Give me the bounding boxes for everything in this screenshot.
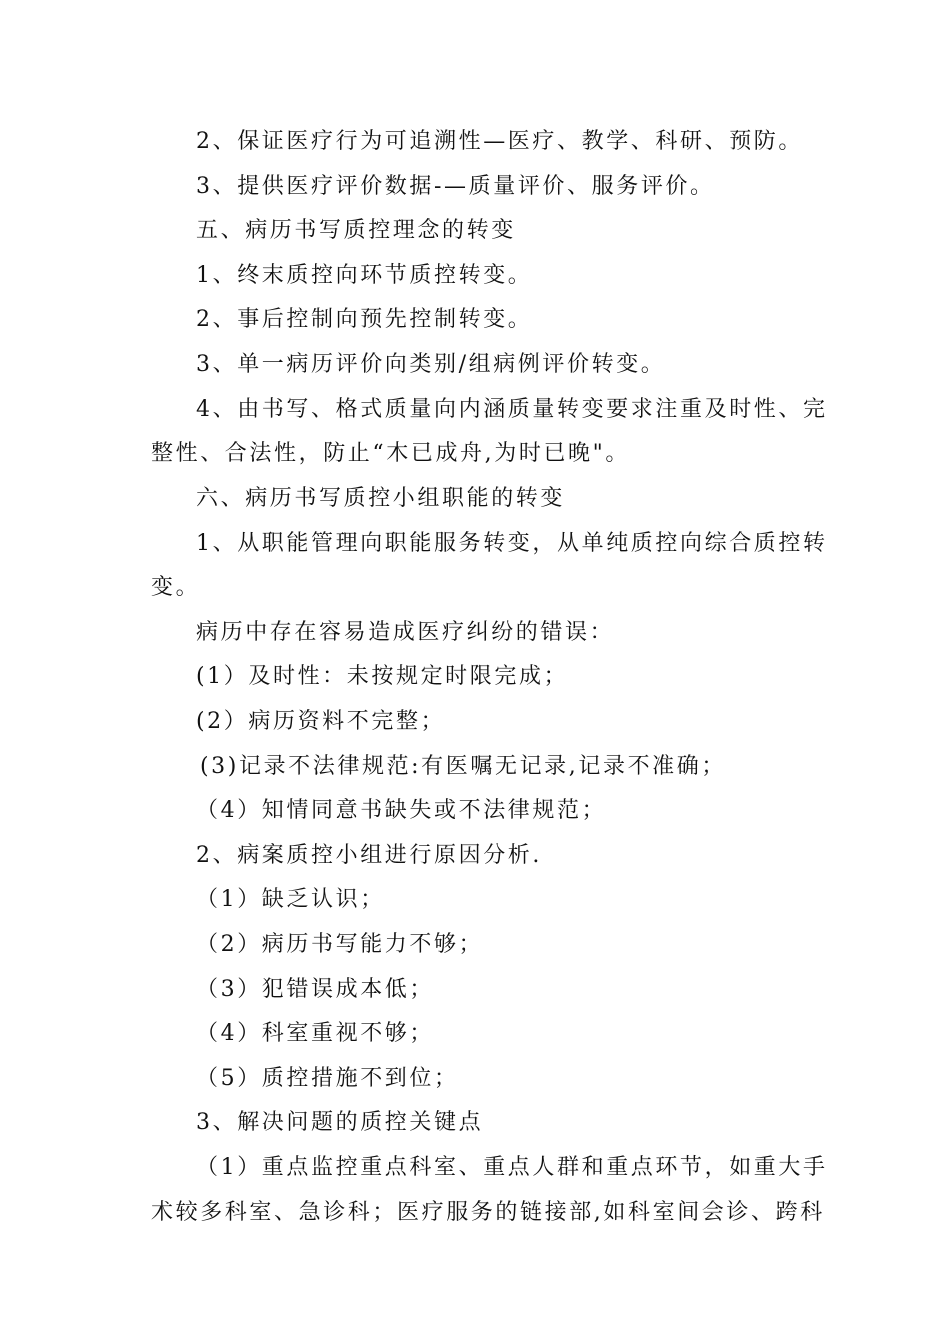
list-item: （1）重点监控重点科室、重点人群和重点环节，如重大手 <box>196 1155 828 1180</box>
text-line: 变。 <box>151 575 201 600</box>
text-line: 3、提供医疗评价数据-—质量评价、服务评价。 <box>196 174 715 199</box>
section-heading: 六、病历书写质控小组职能的转变 <box>196 486 566 511</box>
text-line: 整性、合法性，防止“木已成舟,为时已晚"。 <box>151 441 630 466</box>
text-line: 术较多科室、急诊科；医疗服务的链接部,如科室间会诊、跨科 <box>151 1200 825 1225</box>
list-item: (2）病历资料不完整； <box>196 709 446 734</box>
section-heading: 五、病历书写质控理念的转变 <box>196 218 516 243</box>
list-item: （3）犯错误成本低； <box>196 977 434 1002</box>
text-line: 4、由书写、格式质量向内涵质量转变要求注重及时性、完 <box>196 397 828 422</box>
text-line: 病历中存在容易造成医疗纠纷的错误： <box>196 620 615 645</box>
text-line: 2、保证医疗行为可追溯性—医疗、教学、科研、预防。 <box>196 129 803 154</box>
list-item: （2）病历书写能力不够； <box>196 932 484 957</box>
text-line: 3、单一病历评价向类别/组病例评价转变。 <box>196 352 666 377</box>
list-item: (1）及时性：未按规定时限完成； <box>196 664 569 689</box>
text-line: 2、事后控制向预先控制转变。 <box>196 307 533 332</box>
list-item: (3)记录不法律规范:有医嘱无记录,记录不准确； <box>200 754 726 779</box>
list-item: （4）知情同意书缺失或不法律规范； <box>196 798 607 823</box>
text-line: 1、终末质控向环节质控转变。 <box>196 263 533 288</box>
text-line: 1、从职能管理向职能服务转变，从单纯质控向综合质控转 <box>196 531 828 556</box>
list-item: （5）质控措施不到位； <box>196 1066 459 1091</box>
text-line: 2、病案质控小组进行原因分析. <box>196 843 542 868</box>
list-item: （1）缺乏认识； <box>196 887 385 912</box>
list-item: （4）科室重视不够； <box>196 1021 434 1046</box>
text-line: 3、解决问题的质控关键点 <box>196 1110 484 1135</box>
